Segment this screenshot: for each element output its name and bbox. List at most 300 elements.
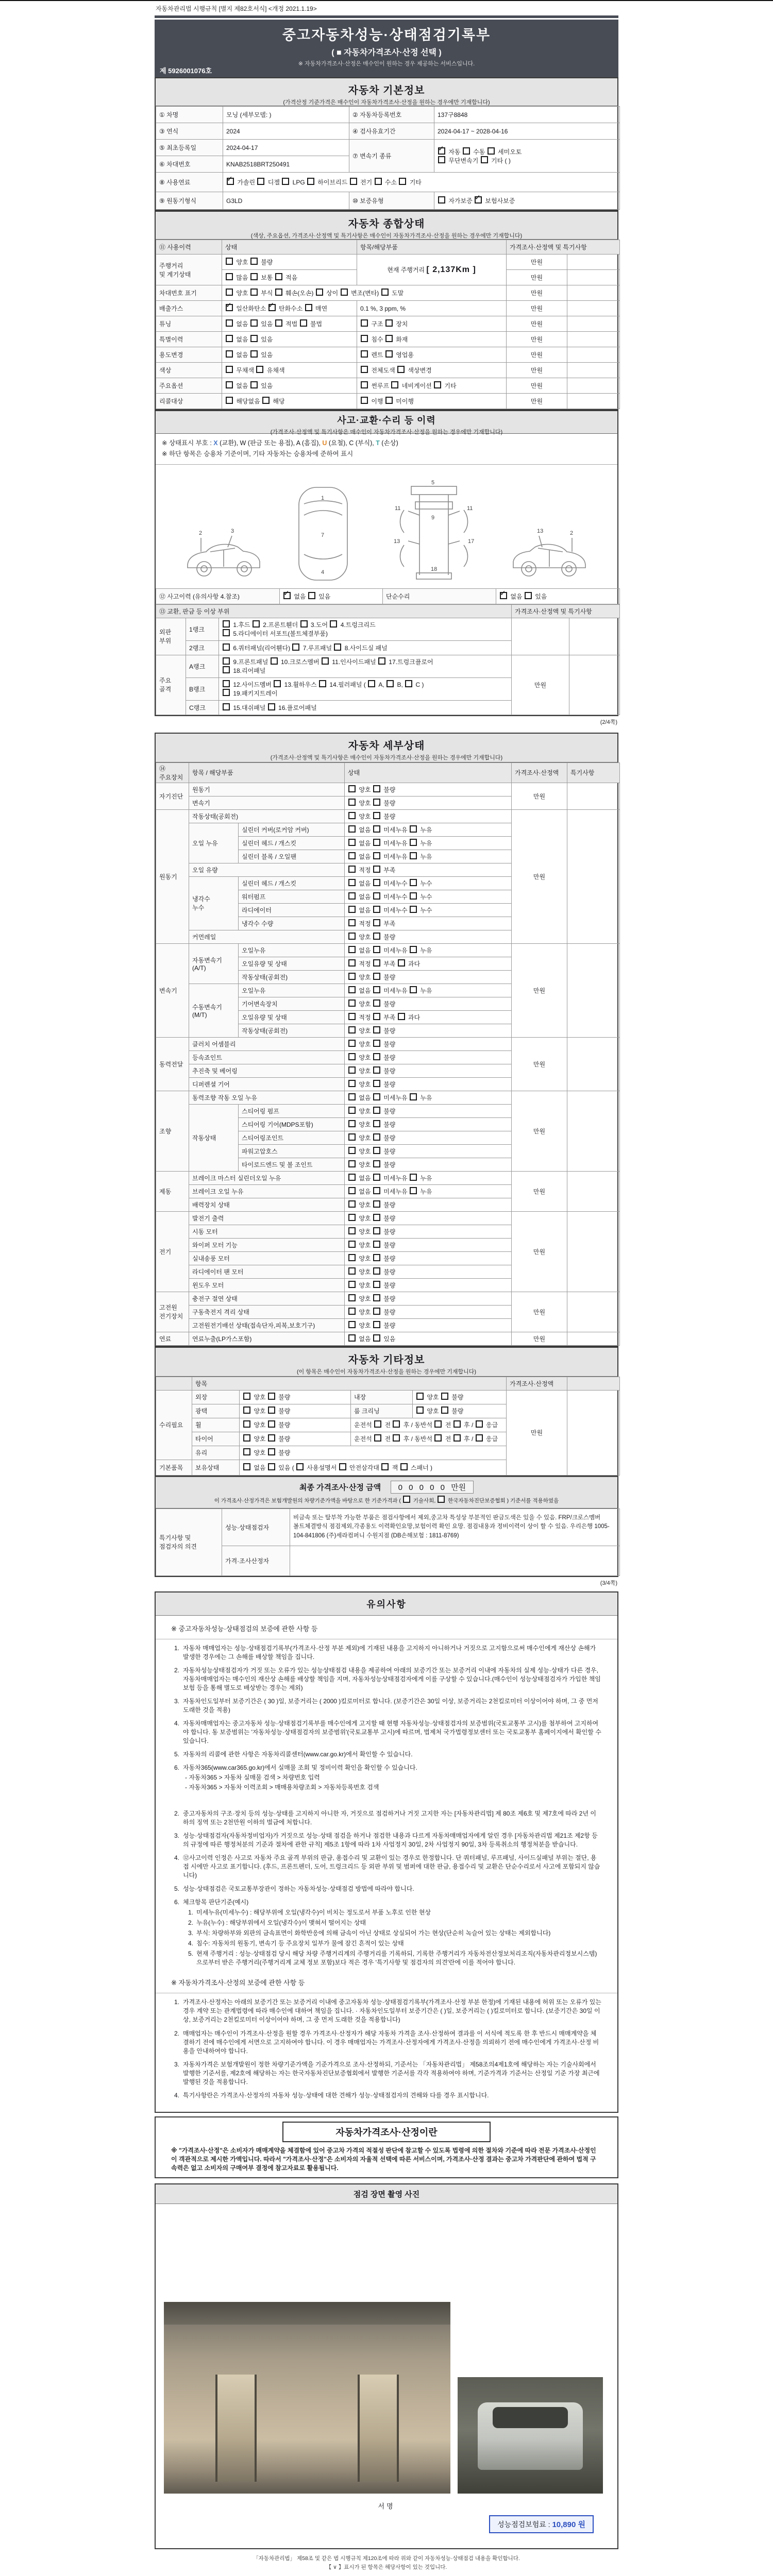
table-row xyxy=(156,1292,620,1305)
device-subgroup-label: 자동변속기 (A/T) xyxy=(189,943,239,984)
checkbox-unchecked[interactable] xyxy=(368,680,375,687)
checkbox-unchecked[interactable] xyxy=(361,397,368,404)
checkbox-unchecked[interactable] xyxy=(373,1200,380,1208)
checkbox-unchecked[interactable] xyxy=(348,1241,356,1248)
checkbox-unchecked[interactable] xyxy=(438,196,445,204)
checkbox-unchecked[interactable] xyxy=(300,620,308,628)
remarks-cell xyxy=(567,1292,620,1332)
checkbox-unchecked[interactable] xyxy=(410,839,417,846)
device-subgroup-label: 냉각수 누수 xyxy=(189,876,239,930)
checkbox-unchecked[interactable] xyxy=(373,986,380,993)
device-item-label: 작동상태(공회전) xyxy=(239,1024,345,1037)
checkbox-unchecked[interactable] xyxy=(434,381,441,388)
col-item-part: 항목 / 해당부품 xyxy=(189,762,345,783)
checkbox-unchecked[interactable] xyxy=(398,1013,405,1020)
checkbox-unchecked[interactable] xyxy=(373,946,380,953)
checkbox-unchecked[interactable] xyxy=(223,689,230,696)
inspection-photo-garage xyxy=(164,2302,450,2494)
checkbox-unchecked[interactable] xyxy=(373,1093,380,1100)
checkbox-unchecked[interactable] xyxy=(386,680,394,687)
checkbox-unchecked[interactable] xyxy=(275,273,282,280)
checkbox-unchecked[interactable] xyxy=(257,178,264,185)
checkbox-unchecked[interactable] xyxy=(373,1066,380,1074)
price-cell: 만원 xyxy=(507,347,567,363)
device-item-label: 와이퍼 모터 기능 xyxy=(189,1238,345,1251)
checkbox-unchecked[interactable] xyxy=(373,1133,380,1141)
checkbox-unchecked[interactable] xyxy=(348,1147,356,1154)
checkbox-unchecked[interactable] xyxy=(223,680,230,687)
checkbox-unchecked[interactable] xyxy=(319,680,326,687)
notice-item-text: 매매업자는 매수인이 가격조사·산정을 원할 경우 가격조사·산정자가 해당 자동차 가격을 조사·산정하여 결과를 이 서식에 적도록 한 후 반드시 매매계약을 체결하기 전에 매수인에게 서면으로 고지하여야 합니다. 이 경우 매매업자는 가격조사·산정자에게 가격조사·산정을 의뢰하기 전에 매수인에게 가격조사·산정 비용을 안내하여야 합니다. xyxy=(183,2029,599,2055)
diagram-number: 18 xyxy=(431,566,438,572)
notice-item-number: 2. xyxy=(174,1666,179,1674)
checkbox-unchecked[interactable] xyxy=(350,178,357,185)
checkbox-unchecked[interactable] xyxy=(268,1420,275,1428)
checkbox-unchecked[interactable] xyxy=(250,258,258,265)
checkbox-unchecked[interactable] xyxy=(373,1214,380,1221)
checkbox-unchecked[interactable] xyxy=(268,1393,275,1400)
year-label: ③ 연식 xyxy=(156,123,223,140)
checkbox-unchecked[interactable] xyxy=(348,1120,356,1127)
checkbox-unchecked[interactable] xyxy=(373,999,380,1007)
checkbox-unchecked[interactable] xyxy=(373,906,380,913)
checkbox-unchecked[interactable] xyxy=(223,666,230,673)
checkbox-unchecked[interactable] xyxy=(373,1294,380,1301)
checkbox-unchecked[interactable] xyxy=(476,1434,483,1442)
checkbox-unchecked[interactable] xyxy=(416,1393,424,1400)
checkbox-unchecked[interactable] xyxy=(373,825,380,833)
checkbox-unchecked[interactable] xyxy=(361,350,368,358)
table-row xyxy=(156,363,620,378)
checkbox-unchecked[interactable] xyxy=(441,1393,448,1400)
checkbox-unchecked[interactable] xyxy=(373,1147,380,1154)
checkbox-unchecked[interactable] xyxy=(375,178,382,185)
checkbox-unchecked[interactable] xyxy=(322,657,329,665)
checkbox-unchecked[interactable] xyxy=(348,1334,356,1342)
checkbox-unchecked[interactable] xyxy=(348,1308,356,1315)
checkbox-unchecked[interactable] xyxy=(373,839,380,846)
checkbox-unchecked[interactable] xyxy=(373,1281,380,1288)
checkbox-unchecked[interactable] xyxy=(292,643,299,651)
checkbox-unchecked[interactable] xyxy=(393,1434,400,1442)
checkbox-unchecked[interactable] xyxy=(463,147,470,155)
notice-item-number: 1. xyxy=(174,1644,179,1652)
checkbox-unchecked[interactable] xyxy=(262,397,270,404)
parts-cell: 구조 장치 xyxy=(357,316,507,332)
checkbox-unchecked[interactable] xyxy=(243,1463,250,1470)
checkbox-unchecked[interactable] xyxy=(348,906,356,913)
overall-status-subtitle: (색상, 주요옵션, 가격조사·산정액 및 특기사항은 매수인이 자동차가격조사·산정을 원하는 경우에만 기재합니다) xyxy=(250,233,523,239)
checkbox-unchecked[interactable] xyxy=(348,1053,356,1060)
remarks-cell xyxy=(567,1332,620,1345)
checkbox-unchecked[interactable] xyxy=(308,592,315,599)
checkbox-unchecked[interactable] xyxy=(348,1281,356,1288)
checkbox-unchecked[interactable] xyxy=(441,1406,448,1414)
checkbox-checked[interactable] xyxy=(226,304,233,311)
checkbox-unchecked[interactable] xyxy=(305,304,312,311)
checkbox-unchecked[interactable] xyxy=(348,785,356,792)
checkbox-unchecked[interactable] xyxy=(385,335,393,342)
checkbox-unchecked[interactable] xyxy=(403,1496,410,1503)
etc-item-label: 타이어 xyxy=(192,1432,240,1446)
checkbox-unchecked[interactable] xyxy=(373,1227,380,1234)
panel-items: 1.후드 2.프론트휀더 3.도어 4.트렁크리드 5.라디에이터 서포트(볼트체결부품) xyxy=(219,618,512,640)
checkbox-unchecked[interactable] xyxy=(243,1406,250,1414)
checkbox-checked[interactable] xyxy=(227,178,234,185)
table-row xyxy=(156,347,620,363)
checkbox-unchecked[interactable] xyxy=(361,381,368,388)
checkbox-unchecked[interactable] xyxy=(373,1107,380,1114)
checkbox-unchecked[interactable] xyxy=(373,1120,380,1127)
checkbox-unchecked[interactable] xyxy=(348,1321,356,1328)
price-cell: 만원 xyxy=(507,394,567,409)
checkbox-unchecked[interactable] xyxy=(373,1053,380,1060)
checkbox-unchecked[interactable] xyxy=(348,1267,356,1275)
checkbox-unchecked[interactable] xyxy=(226,273,233,280)
checkbox-unchecked[interactable] xyxy=(373,1160,380,1167)
checkbox-unchecked[interactable] xyxy=(410,906,417,913)
exchange-label: ⑬ 교환, 판금 등 이상 부위 xyxy=(156,604,512,618)
checkbox-unchecked[interactable] xyxy=(361,366,368,373)
checkbox-unchecked[interactable] xyxy=(268,1463,275,1470)
car-diagram-top xyxy=(284,483,362,584)
vin-value: KNAB2518BRT250491 xyxy=(223,156,349,173)
checkbox-unchecked[interactable] xyxy=(223,657,230,665)
checkbox-unchecked[interactable] xyxy=(226,335,233,342)
checkbox-unchecked[interactable] xyxy=(391,381,398,388)
table-row xyxy=(156,655,620,677)
checkbox-unchecked[interactable] xyxy=(453,1434,461,1442)
checkbox-unchecked[interactable] xyxy=(275,289,282,296)
checkbox-unchecked[interactable] xyxy=(268,1406,275,1414)
remarks-cell xyxy=(567,378,620,394)
regulation-note: 자동차관리법 시행규칙 [별지 제82호서식] <개정 2021.1.19> xyxy=(156,5,317,12)
checkbox-unchecked[interactable] xyxy=(348,1080,356,1087)
checkbox-unchecked[interactable] xyxy=(223,629,230,636)
checkbox-unchecked[interactable] xyxy=(453,1420,461,1428)
device-item-label: 등속죠인트 xyxy=(189,1050,345,1064)
checkbox-unchecked[interactable] xyxy=(438,1496,445,1503)
notice-item-text: 성능·상태점검은 국토교통부장관이 정하는 자동차성능·상태점검 방법에 따라야 합니다. xyxy=(183,1885,414,1893)
checkbox-unchecked[interactable] xyxy=(250,381,258,388)
checkbox-checked[interactable] xyxy=(500,592,507,599)
checkbox-unchecked[interactable] xyxy=(373,1254,380,1261)
notice-section xyxy=(155,1591,618,2113)
checkbox-unchecked[interactable] xyxy=(348,892,356,900)
checkbox-unchecked[interactable] xyxy=(348,866,356,873)
checkbox-unchecked[interactable] xyxy=(296,1463,304,1470)
checkbox-unchecked[interactable] xyxy=(410,986,417,993)
checkbox-unchecked[interactable] xyxy=(275,319,282,327)
checkbox-unchecked[interactable] xyxy=(268,1434,275,1442)
checkbox-unchecked[interactable] xyxy=(348,1200,356,1208)
checkbox-checked[interactable] xyxy=(438,147,445,155)
checkbox-checked[interactable] xyxy=(268,304,276,311)
checkbox-unchecked[interactable] xyxy=(373,973,380,980)
checkbox-unchecked[interactable] xyxy=(223,703,230,710)
rank-label: A랭크 xyxy=(186,655,219,677)
final-price-unit: 만원 xyxy=(451,1483,466,1492)
checkbox-unchecked[interactable] xyxy=(243,1420,250,1428)
status-cell: 양호 불량 xyxy=(345,1265,512,1278)
checkbox-unchecked[interactable] xyxy=(348,1160,356,1167)
status-cell: 양호 불량 xyxy=(345,1198,512,1211)
remarks-cell xyxy=(567,363,620,378)
status-cell: 적정 부족 과다 xyxy=(345,1010,512,1024)
checkbox-unchecked[interactable] xyxy=(348,852,356,859)
price-cell xyxy=(512,618,569,655)
checkbox-unchecked[interactable] xyxy=(410,946,417,953)
checkbox-unchecked[interactable] xyxy=(226,350,233,358)
status-cell: 없음 있음 적법 불법 xyxy=(222,316,357,332)
checkbox-unchecked[interactable] xyxy=(400,1463,408,1470)
checkbox-unchecked[interactable] xyxy=(374,1434,381,1442)
checkbox-unchecked[interactable] xyxy=(373,959,380,967)
checkbox-unchecked[interactable] xyxy=(481,156,488,163)
legend-part: T xyxy=(376,439,380,447)
notice-item-number: 3. xyxy=(174,1697,179,1705)
status-cell: 양호 불량 xyxy=(345,1251,512,1265)
checkbox-unchecked[interactable] xyxy=(373,919,380,926)
checkbox-unchecked[interactable] xyxy=(348,839,356,846)
device-item-label: 충전구 절연 상태 xyxy=(189,1292,345,1305)
checkbox-unchecked[interactable] xyxy=(243,1434,250,1442)
checkbox-unchecked[interactable] xyxy=(399,178,406,185)
checkbox-unchecked[interactable] xyxy=(348,1066,356,1074)
device-item-label: 고전원전기배선 상태(접속단자,피복,보호기구) xyxy=(189,1318,345,1332)
checkbox-unchecked[interactable] xyxy=(348,1040,356,1047)
parts-cell: 0.1 %, 3 ppm, % xyxy=(357,301,507,316)
checkbox-unchecked[interactable] xyxy=(373,1026,380,1033)
price-cell: 만원 xyxy=(507,378,567,394)
checkbox-unchecked[interactable] xyxy=(373,933,380,940)
checkbox-unchecked[interactable] xyxy=(438,156,445,163)
notice-item xyxy=(171,2029,602,2056)
checkbox-unchecked[interactable] xyxy=(348,1013,356,1020)
checkbox-unchecked[interactable] xyxy=(373,1174,380,1181)
checkbox-unchecked[interactable] xyxy=(348,973,356,980)
checkbox-unchecked[interactable] xyxy=(381,1463,389,1470)
status-cell: 없음 있음 xyxy=(222,378,357,394)
checkbox-unchecked[interactable] xyxy=(373,1308,380,1315)
checkbox-unchecked[interactable] xyxy=(385,319,393,327)
device-item-label: 연료누출(LP가스포함) xyxy=(189,1332,345,1345)
checkbox-unchecked[interactable] xyxy=(476,1420,483,1428)
checkbox-checked[interactable] xyxy=(283,592,291,599)
checkbox-unchecked[interactable] xyxy=(434,1434,442,1442)
notice-item xyxy=(171,1764,602,1792)
checkbox-unchecked[interactable] xyxy=(373,1241,380,1248)
checkbox-unchecked[interactable] xyxy=(348,933,356,940)
checkbox-unchecked[interactable] xyxy=(361,335,368,342)
checkbox-unchecked[interactable] xyxy=(243,1393,250,1400)
checkbox-unchecked[interactable] xyxy=(334,643,341,651)
status-cell: 양호 불량 xyxy=(413,1390,507,1404)
panel-items: 9.프론트패널 10.크로스멤버 11.인사이드패널 17.트렁크플로어 18.리어패널 xyxy=(219,655,512,677)
checkbox-unchecked[interactable] xyxy=(256,366,263,373)
checkbox-unchecked[interactable] xyxy=(250,273,258,280)
car-name-value: 모닝 (세부모델: ) xyxy=(223,107,349,123)
checkbox-unchecked[interactable] xyxy=(410,825,417,833)
checkbox-unchecked[interactable] xyxy=(385,397,393,404)
inspection-label: ④ 검사유효기간 xyxy=(349,123,434,140)
checkbox-unchecked[interactable] xyxy=(488,147,495,155)
device-group-label: 고전원 전기장치 xyxy=(156,1292,189,1332)
checkbox-unchecked[interactable] xyxy=(223,643,230,651)
checkbox-unchecked[interactable] xyxy=(250,335,258,342)
status-legend xyxy=(156,434,617,465)
checkbox-unchecked[interactable] xyxy=(250,319,258,327)
checkbox-unchecked[interactable] xyxy=(348,999,356,1007)
checkbox-unchecked[interactable] xyxy=(330,620,337,628)
checkbox-unchecked[interactable] xyxy=(393,1420,400,1428)
checkbox-unchecked[interactable] xyxy=(268,1448,275,1455)
checkbox-unchecked[interactable] xyxy=(378,657,385,665)
checkbox-unchecked[interactable] xyxy=(348,1187,356,1194)
checkbox-unchecked[interactable] xyxy=(250,350,258,358)
checkbox-unchecked[interactable] xyxy=(348,1214,356,1221)
checkbox-unchecked[interactable] xyxy=(341,289,348,296)
price-cell: 만원 xyxy=(512,783,567,809)
overall-status-table xyxy=(156,240,620,409)
checkbox-unchecked[interactable] xyxy=(410,879,417,886)
notice-item xyxy=(171,1719,602,1745)
checkbox-unchecked[interactable] xyxy=(339,1463,346,1470)
final-price-label: 최종 가격조사·산정 금액 xyxy=(299,1483,381,1492)
checkbox-unchecked[interactable] xyxy=(373,892,380,900)
checkbox-unchecked[interactable] xyxy=(398,959,405,967)
status-cell: 없음 미세누수 누수 xyxy=(345,876,512,890)
checkbox-unchecked[interactable] xyxy=(373,812,380,819)
checkbox-unchecked[interactable] xyxy=(271,657,278,665)
table-row xyxy=(156,1037,620,1050)
checkbox-unchecked[interactable] xyxy=(348,825,356,833)
notice-item-text: 자동차 매매업자는 성능·상태점검기록부(가격조사·산정 부분 제외)에 기재된 내용을 고지하지 아니하거나 거짓으로 고지함으로써 매수인에게 재산상 손해가 발생한 경우에는 그 손해를 배상할 책임을 집니다. xyxy=(183,1644,596,1660)
checkbox-unchecked[interactable] xyxy=(348,812,356,819)
checkbox-unchecked[interactable] xyxy=(348,1026,356,1033)
checkbox-unchecked[interactable] xyxy=(373,799,380,806)
notice-item xyxy=(171,1750,602,1759)
checkbox-unchecked[interactable] xyxy=(348,1254,356,1261)
device-group-label: 변속기 xyxy=(156,943,189,1037)
checkbox-unchecked[interactable] xyxy=(373,866,380,873)
checkbox-unchecked[interactable] xyxy=(525,592,532,599)
checkbox-unchecked[interactable] xyxy=(348,946,356,953)
device-subgroup-label: 작동상태 xyxy=(189,1104,239,1171)
checkbox-unchecked[interactable] xyxy=(282,178,289,185)
device-group-label: 자기진단 xyxy=(156,783,189,809)
checkbox-unchecked[interactable] xyxy=(373,1267,380,1275)
etc-item-label: 휠 xyxy=(192,1418,240,1432)
checkbox-unchecked[interactable] xyxy=(226,289,233,296)
parts-cell: 렌트 영업용 xyxy=(357,347,507,363)
table-row xyxy=(156,1211,620,1225)
checkbox-unchecked[interactable] xyxy=(348,1174,356,1181)
checkbox-unchecked[interactable] xyxy=(226,397,233,404)
checkbox-unchecked[interactable] xyxy=(434,1420,442,1428)
notice-item xyxy=(171,1832,602,1849)
checkbox-unchecked[interactable] xyxy=(410,1174,417,1181)
device-item-label: 오일누유 xyxy=(239,984,345,997)
checkbox-unchecked[interactable] xyxy=(268,703,275,710)
device-item-label: 스티어링 기어(MDPS포함) xyxy=(239,1117,345,1131)
checkbox-unchecked[interactable] xyxy=(405,680,412,687)
checkbox-unchecked[interactable] xyxy=(373,1040,380,1047)
checkbox-unchecked[interactable] xyxy=(348,919,356,926)
checkbox-unchecked[interactable] xyxy=(226,319,233,327)
checkbox-unchecked[interactable] xyxy=(416,1406,424,1414)
status-cell: 적정 부족 xyxy=(345,863,512,876)
checkbox-unchecked[interactable] xyxy=(348,879,356,886)
notice-item-number: 2. xyxy=(174,2029,179,2037)
checkbox-unchecked[interactable] xyxy=(381,289,389,296)
notice-subitem-text: 침수: 자동차의 원동기, 변속기 등 주요장치 일부가 물에 잠긴 흔적이 있는 상태 xyxy=(196,1940,404,1947)
checkbox-unchecked[interactable] xyxy=(226,381,233,388)
checkbox-unchecked[interactable] xyxy=(373,1080,380,1087)
diagram-number: 9 xyxy=(431,514,435,521)
checkbox-unchecked[interactable] xyxy=(348,986,356,993)
checkbox-unchecked[interactable] xyxy=(226,366,233,373)
checkbox-unchecked[interactable] xyxy=(348,1227,356,1234)
checkbox-unchecked[interactable] xyxy=(300,319,307,327)
device-item-label: 냉각수 수량 xyxy=(239,917,345,930)
notice-subitem-number: 4. xyxy=(188,1940,193,1947)
checkbox-unchecked[interactable] xyxy=(274,680,281,687)
checkbox-unchecked[interactable] xyxy=(373,879,380,886)
checkbox-unchecked[interactable] xyxy=(373,1187,380,1194)
checkbox-unchecked[interactable] xyxy=(348,1107,356,1114)
checkbox-unchecked[interactable] xyxy=(410,1093,417,1100)
checkbox-unchecked[interactable] xyxy=(373,1321,380,1328)
checkbox-unchecked[interactable] xyxy=(348,1093,356,1100)
price-cell: 만원 xyxy=(507,332,567,347)
checkbox-unchecked[interactable] xyxy=(373,785,380,792)
document-note: ※ 자동차가격조사·산정은 매수인이 원하는 경우 제공하는 서비스입니다. xyxy=(298,61,475,67)
checkbox-unchecked[interactable] xyxy=(410,892,417,900)
checkbox-unchecked[interactable] xyxy=(373,1334,380,1342)
page-marker-2: (2/4쪽) xyxy=(600,719,617,725)
price-definition-text: ※ "가격조사·산정"은 소비자가 매매계약을 체결함에 있어 중고차 가격의 적절성 판단에 참고할 수 있도록 법령에 의한 절차와 기준에 따라 전문 가격조사·산정인이 객관적으로 제시한 가액입니다. 따라서 "가격조사·산정"은 소비자의 자율적 선택에 따른 서비스이며, 가격조사·산정 결과는 중고차 가격판단에 관하여 법적 구속력은 없고 소비자의 구매여부 결정에 참고자료로 활용됩니다. xyxy=(171,2146,596,2172)
notice-bullet: - 자동차365 > 자동차 이력조회 > 매매용차량조회 > 자동차등록번호 검색 xyxy=(185,1783,379,1791)
checkbox-checked[interactable] xyxy=(475,196,482,204)
checkbox-unchecked[interactable] xyxy=(348,959,356,967)
checkbox-unchecked[interactable] xyxy=(410,1187,417,1194)
checkbox-unchecked[interactable] xyxy=(373,1013,380,1020)
checkbox-unchecked[interactable] xyxy=(348,799,356,806)
checkbox-unchecked[interactable] xyxy=(307,178,314,185)
checkbox-unchecked[interactable] xyxy=(223,620,230,628)
checkbox-unchecked[interactable] xyxy=(250,289,258,296)
status-cell: 없음 있음 xyxy=(222,347,357,363)
diagram-number: 11 xyxy=(395,505,401,512)
checkbox-unchecked[interactable] xyxy=(373,852,380,859)
checkbox-unchecked[interactable] xyxy=(348,1133,356,1141)
warranty-label: ⑩ 보증유형 xyxy=(349,192,434,210)
checkbox-unchecked[interactable] xyxy=(410,852,417,859)
checkbox-unchecked[interactable] xyxy=(361,319,368,327)
first-reg-value: 2024-04-17 xyxy=(223,140,349,156)
checkbox-unchecked[interactable] xyxy=(374,1420,381,1428)
device-item-label: 구동축전지 격리 상태 xyxy=(189,1305,345,1318)
checkbox-unchecked[interactable] xyxy=(253,620,260,628)
checkbox-unchecked[interactable] xyxy=(348,1294,356,1301)
checkbox-unchecked[interactable] xyxy=(226,258,233,265)
checkbox-unchecked[interactable] xyxy=(316,289,323,296)
basic-info-table xyxy=(156,106,620,210)
checkbox-unchecked[interactable] xyxy=(385,350,393,358)
checkbox-unchecked[interactable] xyxy=(243,1448,250,1455)
checkbox-unchecked[interactable] xyxy=(397,366,405,373)
